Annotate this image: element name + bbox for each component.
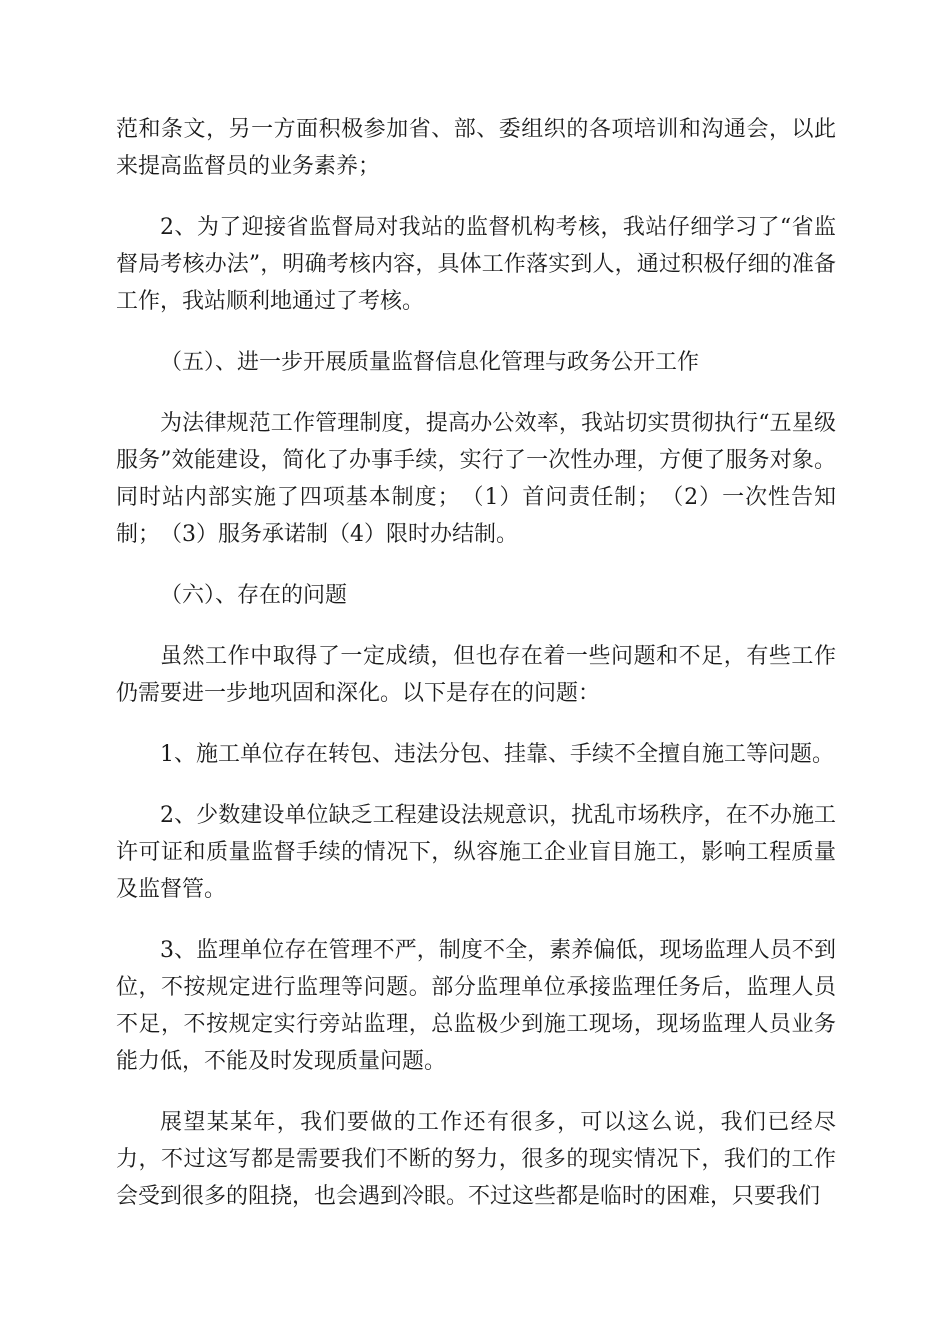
paragraph-item-2: 2、为了迎接省监督局对我站的监督机构考核，我站仔细学习了“省监督局考核办法”，明确考核内容，具体工作落实到人，通过积极仔细的准备工作，我站顺利地通过了考核。 (116, 215, 836, 314)
paragraph-service-system: 为法律规范工作管理制度，提高办公效率，我站切实贯彻执行“五星级服务”效能建设，简化了办事手续，实行了一次性办理，方便了服务对象。同时站内部实施了四项基本制度； （1）首问责任制； （2）一次性告知制； （3）服务承诺制（4）限时办结制。 (116, 411, 836, 547)
problem-item-2: 2、少数建设单位缺乏工程建设法规意识，扰乱市场秩序，在不办施工许可证和质量监督手续的情况下，纵容施工企业盲目施工，影响工程质量及监督管。 (116, 803, 836, 902)
problem-item-1: 1、施工单位存在转包、违法分包、挂靠、手续不全擅自施工等问题。 (160, 742, 834, 767)
paragraph-outlook: 展望某某年，我们要做的工作还有很多，可以这么说，我们已经尽力，不过这写都是需要我们不断的努力，很多的现实情况下，我们的工作会受到很多的阻挠，也会遇到冷眼。不过这些都是临时的困难，只要我们 (116, 1110, 836, 1209)
paragraph-problems-intro: 虽然工作中取得了一定成绩，但也存在着一些问题和不足，有些工作仍需要进一步地巩固和深化。以下是存在的问题： (116, 644, 836, 706)
paragraph-continuation: 范和条文，另一方面积极参加省、部、委组织的各项培训和沟通会，以此来提高监督员的业务素养； (116, 117, 836, 179)
section-heading-5: （五）、进一步开展质量监督信息化管理与政务公开工作 (160, 350, 700, 375)
section-heading-6: （六）、存在的问题 (160, 583, 348, 608)
document-page (116, 111, 836, 1239)
problem-item-3: 3、监理单位存在管理不严，制度不全，素养偏低，现场监理人员不到位，不按规定进行监理等问题。部分监理单位承接监理任务后，监理人员不足，不按规定实行旁站监理，总监极少到施工现场，现场监理人员业务能力低，不能及时发现质量问题。 (116, 938, 836, 1074)
